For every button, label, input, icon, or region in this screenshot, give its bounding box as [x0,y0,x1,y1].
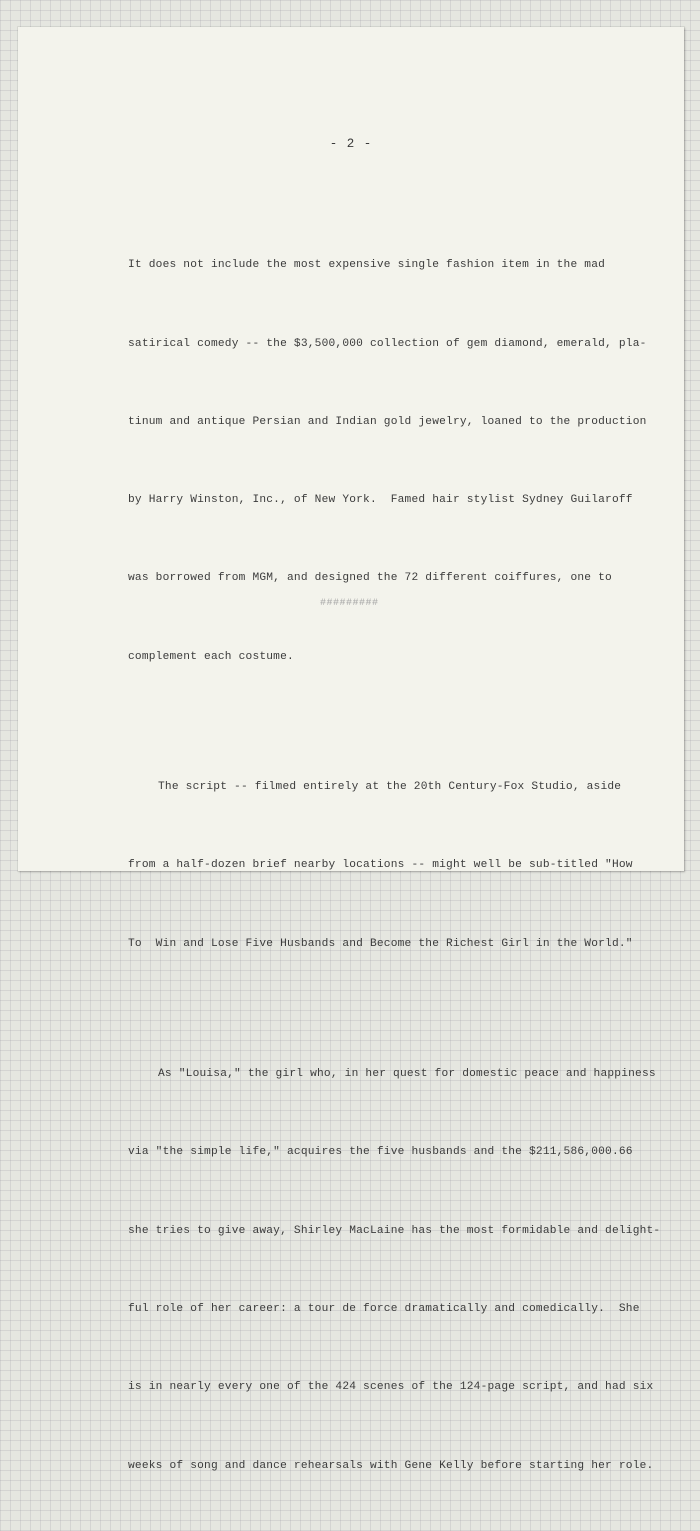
document-page [18,27,684,1472]
text-line: weeks of song and dance rehearsals with Gene Kelly before starting her role. [128,1459,654,1472]
page-number: - 2 - [329,137,373,151]
text-line: is in nearly every one of the 424 scenes of the 124-page script, and had six [128,1381,654,1394]
text-line: complement each costume. [128,650,294,663]
text-line: satirical comedy -- the $3,500,000 collection of gem diamond, emerald, pla- [128,337,647,350]
text-line: was borrowed from MGM, and designed the 72 different coiffures, one to [128,572,612,585]
text-line: via "the simple life," acquires the five husbands and the $211,586,000.66 [128,1146,633,1159]
text-line: To Win and Lose Five Husbands and Become the Richest Girl in the World." [128,937,633,950]
text-line: tinum and antique Persian and Indian gold jewelry, loaned to the production [128,415,647,428]
text-line: she tries to give away, Shirley MacLaine has the most formidable and delight- [128,1224,661,1237]
text-line: by Harry Winston, Inc., of New York. Famed hair stylist Sydney Guilaroff [128,494,633,507]
text-line: The script -- filmed entirely at the 20th Century-Fox Studio, aside [158,781,622,794]
text-line: It does not include the most expensive single fashion item in the mad [128,259,606,272]
text-line: As "Louisa," the girl who, in her quest for domestic peace and happiness [158,1068,656,1081]
text-line: ful role of her career: a tour de force dramatically and comedically. She [128,1303,640,1316]
end-mark: ######### [320,598,379,609]
text-line: from a half-dozen brief nearby locations -- might well be sub-titled "How [128,859,633,872]
body-text [128,174,661,1531]
